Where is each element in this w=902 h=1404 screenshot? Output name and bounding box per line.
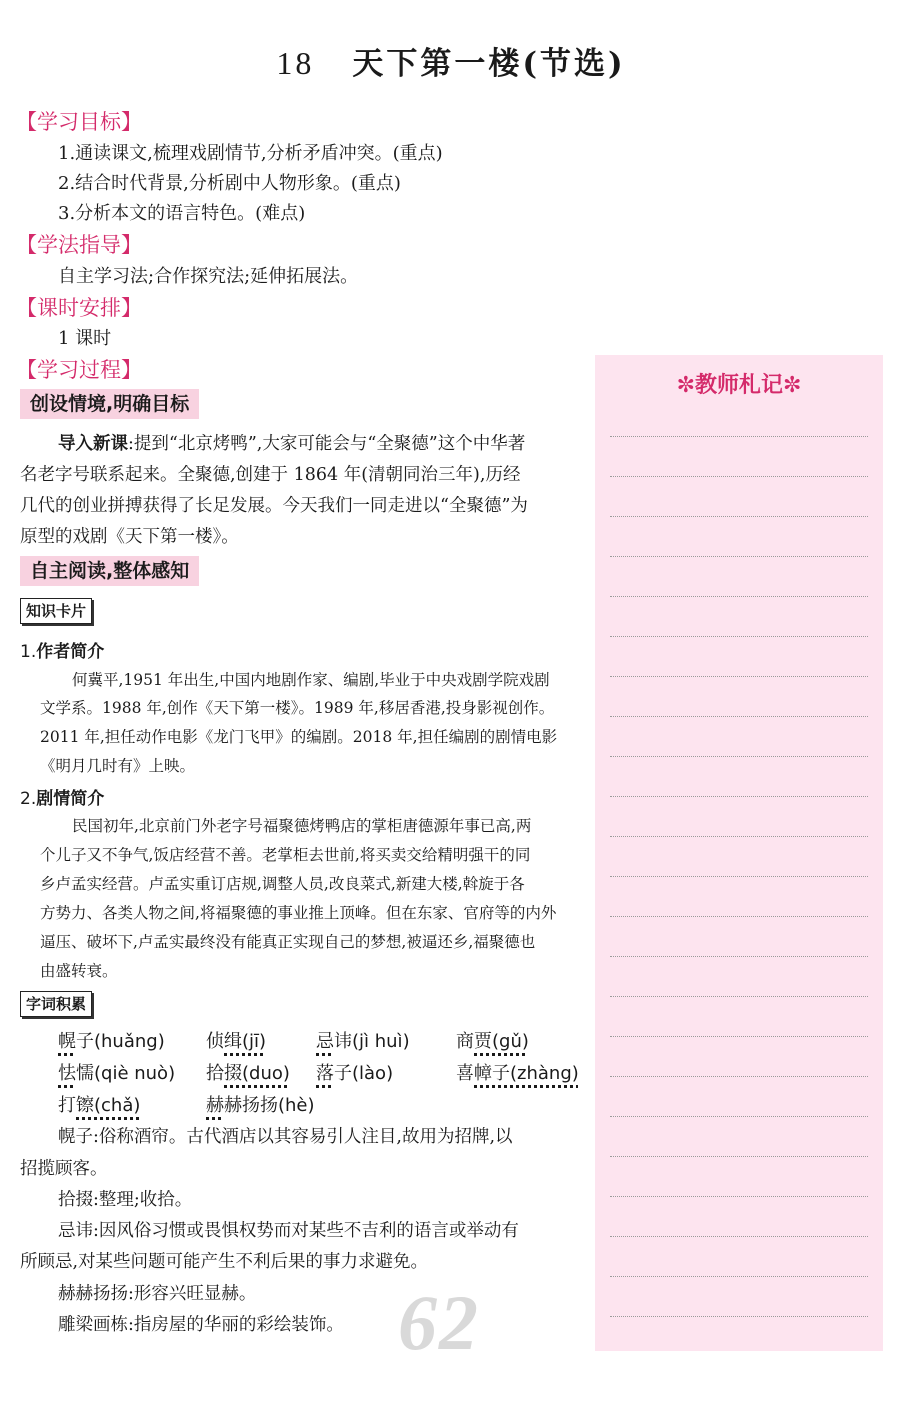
- objective-item: 1.通读课文,梳理戏剧情节,分析矛盾冲突。(重点): [58, 143, 443, 164]
- note-line: [610, 1076, 868, 1077]
- author-text-line: 《明月几时有》上映。: [40, 757, 196, 775]
- schedule-heading: 【课时安排】: [16, 296, 142, 320]
- lesson-title: [0, 38, 902, 83]
- objectives-heading: 【学习目标】: [16, 110, 142, 134]
- lesson-title-text: 天下第一楼(节选): [352, 46, 626, 82]
- note-line: [610, 516, 868, 517]
- objective-item: 3.分析本文的语言特色。(难点): [58, 203, 306, 224]
- plot-text-line: 乡卢孟实经营。卢孟实重订店规,调整人员,改良菜式,新建大楼,斡旋于各: [40, 875, 525, 893]
- note-line: [610, 916, 868, 917]
- lesson-number: 18: [276, 45, 315, 81]
- plot-text-line: 个儿子又不争气,饭店经营不善。老掌柜去世前,将买卖交给精明强干的同: [40, 846, 531, 864]
- intro-paragraph-line: 原型的戏剧《天下第一楼》。: [20, 527, 239, 547]
- author-text-line: 何冀平,1951 年出生,中国内地剧作家、编剧,毕业于中央戏剧学院戏剧: [72, 671, 550, 689]
- vocab-item: 喜幛子(zhàng): [456, 1063, 579, 1084]
- vocab-item: 怯懦(qiè nuò): [58, 1063, 176, 1084]
- author-heading: 1.作者简介: [20, 642, 105, 662]
- plot-text-line: 方势力、各类人物之间,将福聚德的事业推上顶峰。但在东家、官府等的内外: [40, 904, 557, 922]
- method-text: 自主学习法;合作探究法;延伸拓展法。: [58, 266, 359, 287]
- definition-line: 雕梁画栋:指房屋的华丽的彩绘装饰。: [58, 1315, 344, 1335]
- note-line: [610, 996, 868, 997]
- note-line: [610, 1316, 868, 1317]
- note-line: [610, 596, 868, 597]
- note-line: [610, 1236, 868, 1237]
- note-line: [610, 956, 868, 957]
- note-line: [610, 676, 868, 677]
- definition-line: 幌子:俗称酒帘。古代酒店以其容易引人注目,故用为招牌,以: [58, 1127, 513, 1147]
- definition-line: 忌讳:因风俗习惯或畏惧权势而对某些不吉利的语言或举动有: [58, 1221, 519, 1241]
- section-band-intro: 创设情境,明确目标: [20, 389, 199, 419]
- page-number: 62: [398, 1279, 480, 1366]
- vocab-item: 拾掇(duo): [206, 1063, 290, 1084]
- plot-text-line: 由盛转衰。: [40, 962, 118, 980]
- definition-line: 赫赫扬扬:形容兴旺显赫。: [58, 1284, 257, 1304]
- definition-line: 所顾忌,对某些问题可能产生不利后果的事力求避免。: [20, 1252, 429, 1272]
- author-text-line: 2011 年,担任动作电影《龙门飞甲》的编剧。2018 年,担任编剧的剧情电影: [40, 728, 558, 746]
- objective-item: 2.结合时代背景,分析剧中人物形象。(重点): [58, 173, 401, 194]
- note-line: [610, 556, 868, 557]
- teacher-notes-panel: [595, 355, 883, 1351]
- note-line: [610, 436, 868, 437]
- vocab-item: 忌讳(jì huì): [316, 1031, 410, 1052]
- note-line: [610, 716, 868, 717]
- section-band-reading: 自主阅读,整体感知: [20, 556, 199, 586]
- teacher-notes-heading: ✼教师札记✼: [676, 373, 802, 398]
- vocab-item: 赫赫扬扬(hè): [206, 1095, 315, 1116]
- author-text-line: 文学系。1988 年,创作《天下第一楼》。1989 年,移居香港,投身影视创作。: [40, 699, 555, 717]
- note-line: [610, 1156, 868, 1157]
- vocabulary-card-label: 字词积累: [20, 991, 92, 1017]
- note-line: [610, 1276, 868, 1277]
- note-line: [610, 636, 868, 637]
- intro-paragraph-line: 导入新课:提到“北京烤鸭”,大家可能会与“全聚德”这个中华著: [58, 434, 526, 454]
- note-line: [610, 476, 868, 477]
- vocab-item: 落子(lào): [316, 1063, 394, 1084]
- intro-paragraph-line: 几代的创业拼搏获得了长足发展。今天我们一同走进以“全聚德”为: [20, 496, 528, 516]
- note-line: [610, 756, 868, 757]
- plot-text-line: 逼压、破坏下,卢孟实最终没有能真正实现自己的梦想,被逼还乡,福聚德也: [40, 933, 536, 951]
- vocab-item: 侦缉(jī): [206, 1031, 267, 1052]
- definition-line: 招揽顾客。: [20, 1159, 108, 1179]
- note-line: [610, 876, 868, 877]
- knowledge-card-label: 知识卡片: [20, 598, 92, 624]
- note-line: [610, 1196, 868, 1197]
- note-line: [610, 1116, 868, 1117]
- vocab-item: 幌子(huǎng): [58, 1031, 165, 1052]
- vocab-item: 商贾(gǔ): [456, 1031, 529, 1052]
- schedule-text: 1 课时: [58, 328, 112, 349]
- plot-text-line: 民国初年,北京前门外老字号福聚德烤鸭店的掌柜唐德源年事已高,两: [72, 817, 532, 835]
- method-heading: 【学法指导】: [16, 233, 142, 257]
- note-line: [610, 1036, 868, 1037]
- plot-heading: 2.剧情简介: [20, 789, 105, 809]
- definition-line: 拾掇:整理;收拾。: [58, 1190, 193, 1210]
- note-line: [610, 836, 868, 837]
- note-line: [610, 796, 868, 797]
- intro-label: 导入新课: [58, 434, 128, 454]
- vocab-item: 打镲(chǎ): [58, 1095, 141, 1116]
- intro-paragraph-line: 名老字号联系起来。全聚德,创建于 1864 年(清朝同治三年),历经: [20, 465, 521, 485]
- process-heading: 【学习过程】: [16, 358, 142, 382]
